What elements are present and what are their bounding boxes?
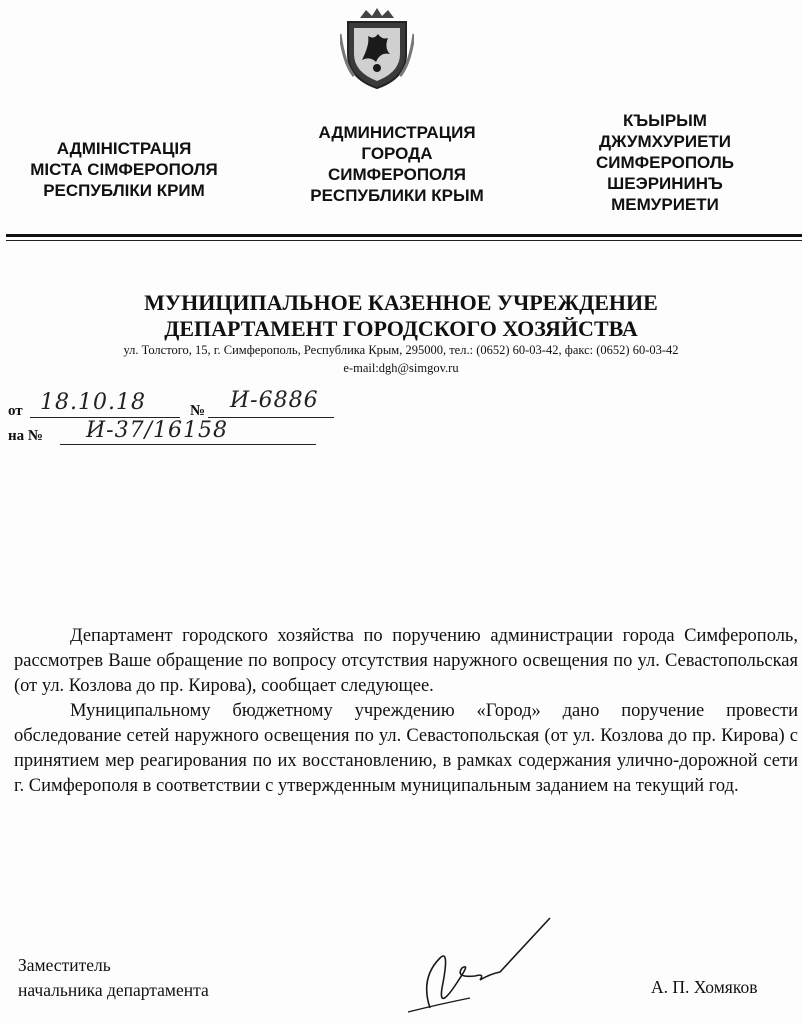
header-rus-line: АДМИНИСТРАЦИЯ [318,123,476,142]
signatory-title [18,953,209,1003]
number-label: № [190,403,206,419]
header-russian [282,122,512,206]
header-ukr-line: МІСТА СІМФЕРОПОЛЯ [30,160,218,179]
body-paragraph: Муниципальному бюджетному учреждению «Город» дано поручение провести обследование сетей наружного освещения по ул. Севастопольская (от ул. Козлова до пр. Кирова) с принятием мер реагирования по их восстановлению, в рамках содержания улично-дорожной сети г. Симферополя в соответствии с утвержденным муниципальным заданием на текущий год. [14,701,798,796]
body-paragraph: Департамент городского хозяйства по поручению администрации города Симферополь, рассмотрев Ваше обращение по вопросу отсутствия наружного освещения по ул. Севастопольская (от ул. Козлова до пр. Кирова), сообщает следующее. [14,626,798,696]
header-crh-line: КЪЫРЫМ [623,111,707,130]
org-email: e-mail:dgh@simgov.ru [343,361,459,375]
header-ukr-line: РЕСПУБЛІКИ КРИМ [43,181,205,200]
signatory-title-line1: Заместитель [18,955,111,975]
org-address: ул. Толстого, 15, г. Симферополь, Республика Крым, 295000, тел.: (0652) 60-03-42, факс: (0652) 60-03-42 [123,343,679,357]
outgoing-number: И-6886 [230,388,319,413]
letter-body [14,624,798,799]
header-divider-thick [6,234,802,237]
header-rus-line: ГОРОДА [361,144,433,163]
header-rus-line: СИМФЕРОПОЛЯ [327,165,466,184]
header-crh-line: ШЕЭРИНИНЪ [607,174,723,193]
coat-of-arms-emblem [340,4,414,90]
signatory-name: А. П. Хомяков [651,977,758,997]
header-ukr-line: АДМІНІСТРАЦІЯ [56,139,192,158]
header-crh-line: МЕМУРИЕТИ [611,195,719,214]
header-crimean-tatar [560,110,770,215]
signatory-title-line2: начальника департамента [18,980,209,1000]
reply-number: И-37/16158 [86,418,229,443]
header-ukrainian [8,138,240,201]
header-crh-line: СИМФЕРОПОЛЬ [595,153,734,172]
reply-label: на № [8,428,43,444]
date-label: от [8,403,23,419]
org-name-line1: МУНИЦИПАЛЬНОЕ КАЗЕННОЕ УЧРЕЖДЕНИЕ [144,290,658,315]
handwritten-signature [400,908,560,1018]
outgoing-date: 18.10.18 [40,390,146,415]
header-rus-line: РЕСПУБЛИКИ КРЫМ [310,186,484,205]
reply-underline [60,444,316,445]
header-divider-thin [6,240,802,241]
org-name-line2: ДЕПАРТАМЕНТ ГОРОДСКОГО ХОЗЯЙСТВА [164,316,638,341]
header-crh-line: ДЖУМХУРИЕТИ [598,132,732,151]
